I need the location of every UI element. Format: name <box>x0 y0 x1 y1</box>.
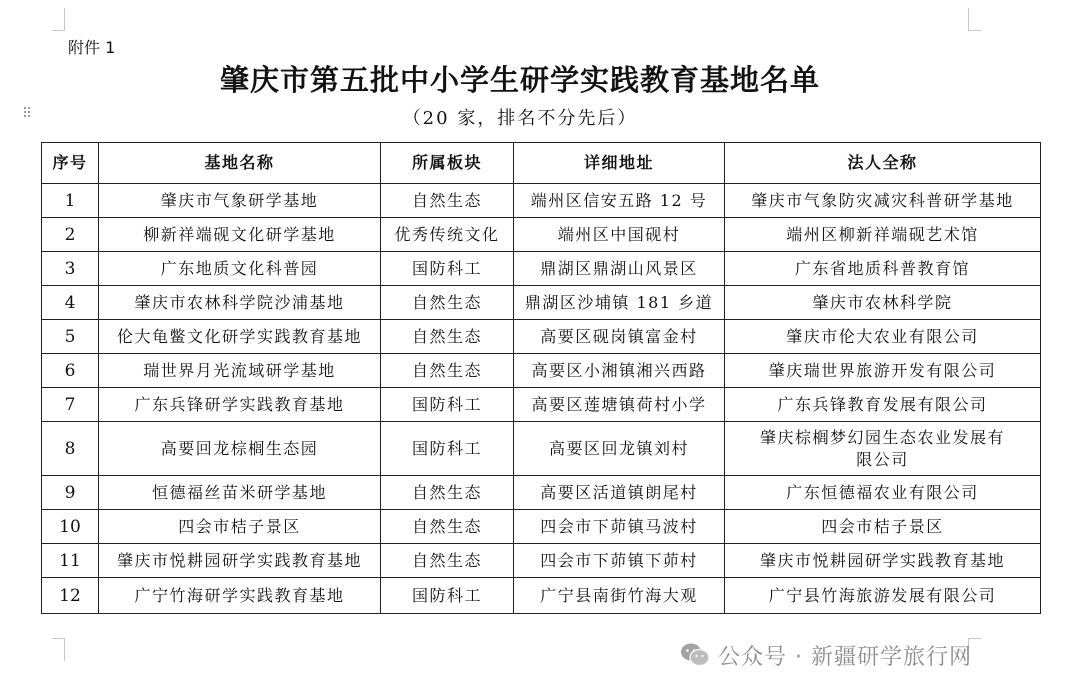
table-row <box>42 510 1041 544</box>
cell-address: 端州区中国砚村 <box>514 218 725 252</box>
cell-no: 6 <box>42 354 99 388</box>
cell-category: 优秀传统文化 <box>381 218 514 252</box>
cell-legal-entity: 肇庆市悦耕园研学实践教育基地 <box>725 544 1041 578</box>
cell-category: 国防科工 <box>381 422 514 476</box>
cell-address: 端州区信安五路 12 号 <box>514 184 725 218</box>
cell-category: 自然生态 <box>381 184 514 218</box>
cell-no: 3 <box>42 252 99 286</box>
document-title: 肇庆市第五批中小学生研学实践教育基地名单 <box>219 63 820 97</box>
cell-no: 12 <box>42 578 99 614</box>
cell-category: 自然生态 <box>381 286 514 320</box>
table-row <box>42 422 1041 476</box>
cell-address: 四会市下茆镇马波村 <box>514 510 725 544</box>
cell-legal-entity: 广东兵锋教育发展有限公司 <box>725 388 1041 422</box>
table-row <box>42 476 1041 510</box>
header-legal-entity: 法人全称 <box>725 143 1041 184</box>
cell-address: 广宁县南街竹海大观 <box>514 578 725 614</box>
header-category: 所属板块 <box>381 143 514 184</box>
watermark <box>680 640 972 670</box>
cell-legal-entity: 肇庆瑞世界旅游开发有限公司 <box>725 354 1041 388</box>
cell-address: 高要区小湘镇湘兴西路 <box>514 354 725 388</box>
cell-no: 5 <box>42 320 99 354</box>
cell-name: 柳新祥端砚文化研学基地 <box>99 218 381 252</box>
header-address: 详细地址 <box>514 143 725 184</box>
watermark-text: 公众号 · 新疆研学旅行网 <box>718 644 972 670</box>
table-row <box>42 388 1041 422</box>
base-list-table <box>41 142 1041 614</box>
cell-legal-entity: 肇庆市伦大农业有限公司 <box>725 320 1041 354</box>
cell-no: 11 <box>42 544 99 578</box>
cell-legal-entity: 广东恒德福农业有限公司 <box>725 476 1041 510</box>
table-row <box>42 286 1041 320</box>
header-name: 基地名称 <box>99 143 381 184</box>
cell-no: 2 <box>42 218 99 252</box>
page-corner-mark <box>52 638 65 661</box>
cell-address: 四会市下茆镇下茆村 <box>514 544 725 578</box>
table-row <box>42 354 1041 388</box>
cell-category: 自然生态 <box>381 354 514 388</box>
cell-name: 伦大龟鳖文化研学实践教育基地 <box>99 320 381 354</box>
cell-category: 自然生态 <box>381 320 514 354</box>
cell-address: 高要区回龙镇刘村 <box>514 422 725 476</box>
cell-address: 鼎湖区沙埔镇 181 乡道 <box>514 286 725 320</box>
cell-name: 恒德福丝苗米研学基地 <box>99 476 381 510</box>
cell-legal-entity: 广宁县竹海旅游发展有限公司 <box>725 578 1041 614</box>
cell-category: 自然生态 <box>381 510 514 544</box>
cell-address: 鼎湖区鼎湖山风景区 <box>514 252 725 286</box>
cell-no: 1 <box>42 184 99 218</box>
drag-handle-icon[interactable]: ⠿ <box>22 106 32 122</box>
attachment-label: 附件 1 <box>68 38 116 57</box>
page-corner-mark <box>52 8 65 31</box>
cell-name: 肇庆市气象研学基地 <box>99 184 381 218</box>
cell-name: 肇庆市悦耕园研学实践教育基地 <box>99 544 381 578</box>
cell-no: 10 <box>42 510 99 544</box>
cell-category: 国防科工 <box>381 252 514 286</box>
table-row <box>42 544 1041 578</box>
table-row <box>42 252 1041 286</box>
cell-legal-entity: 端州区柳新祥端砚艺术馆 <box>725 218 1041 252</box>
wechat-icon <box>680 642 710 668</box>
cell-address: 高要区砚岗镇富金村 <box>514 320 725 354</box>
cell-legal-entity: 肇庆棕榈梦幻园生态农业发展有限公司 <box>725 422 1041 476</box>
cell-category: 国防科工 <box>381 388 514 422</box>
cell-category: 国防科工 <box>381 578 514 614</box>
cell-no: 7 <box>42 388 99 422</box>
cell-name: 肇庆市农林科学院沙浦基地 <box>99 286 381 320</box>
page-corner-mark <box>968 8 981 31</box>
cell-name: 高要回龙棕榈生态园 <box>99 422 381 476</box>
cell-name: 四会市桔子景区 <box>99 510 381 544</box>
document-subtitle: （20 家，排名不分先后） <box>402 108 638 129</box>
cell-address: 高要区莲塘镇荷村小学 <box>514 388 725 422</box>
cell-name: 广东兵锋研学实践教育基地 <box>99 388 381 422</box>
cell-no: 8 <box>42 422 99 476</box>
cell-legal-entity: 广东省地质科普教育馆 <box>725 252 1041 286</box>
cell-name: 广东地质文化科普园 <box>99 252 381 286</box>
header-no: 序号 <box>42 143 99 184</box>
table-row <box>42 320 1041 354</box>
cell-legal-entity: 四会市桔子景区 <box>725 510 1041 544</box>
cell-legal-entity: 肇庆市气象防灾减灾科普研学基地 <box>725 184 1041 218</box>
cell-name: 瑞世界月光流域研学基地 <box>99 354 381 388</box>
table-row <box>42 578 1041 614</box>
table-header-row <box>42 143 1041 184</box>
cell-address: 高要区活道镇朗尾村 <box>514 476 725 510</box>
table-row <box>42 184 1041 218</box>
cell-no: 4 <box>42 286 99 320</box>
cell-category: 自然生态 <box>381 476 514 510</box>
cell-legal-entity: 肇庆市农林科学院 <box>725 286 1041 320</box>
cell-no: 9 <box>42 476 99 510</box>
table-row <box>42 218 1041 252</box>
cell-category: 自然生态 <box>381 544 514 578</box>
cell-name: 广宁竹海研学实践教育基地 <box>99 578 381 614</box>
